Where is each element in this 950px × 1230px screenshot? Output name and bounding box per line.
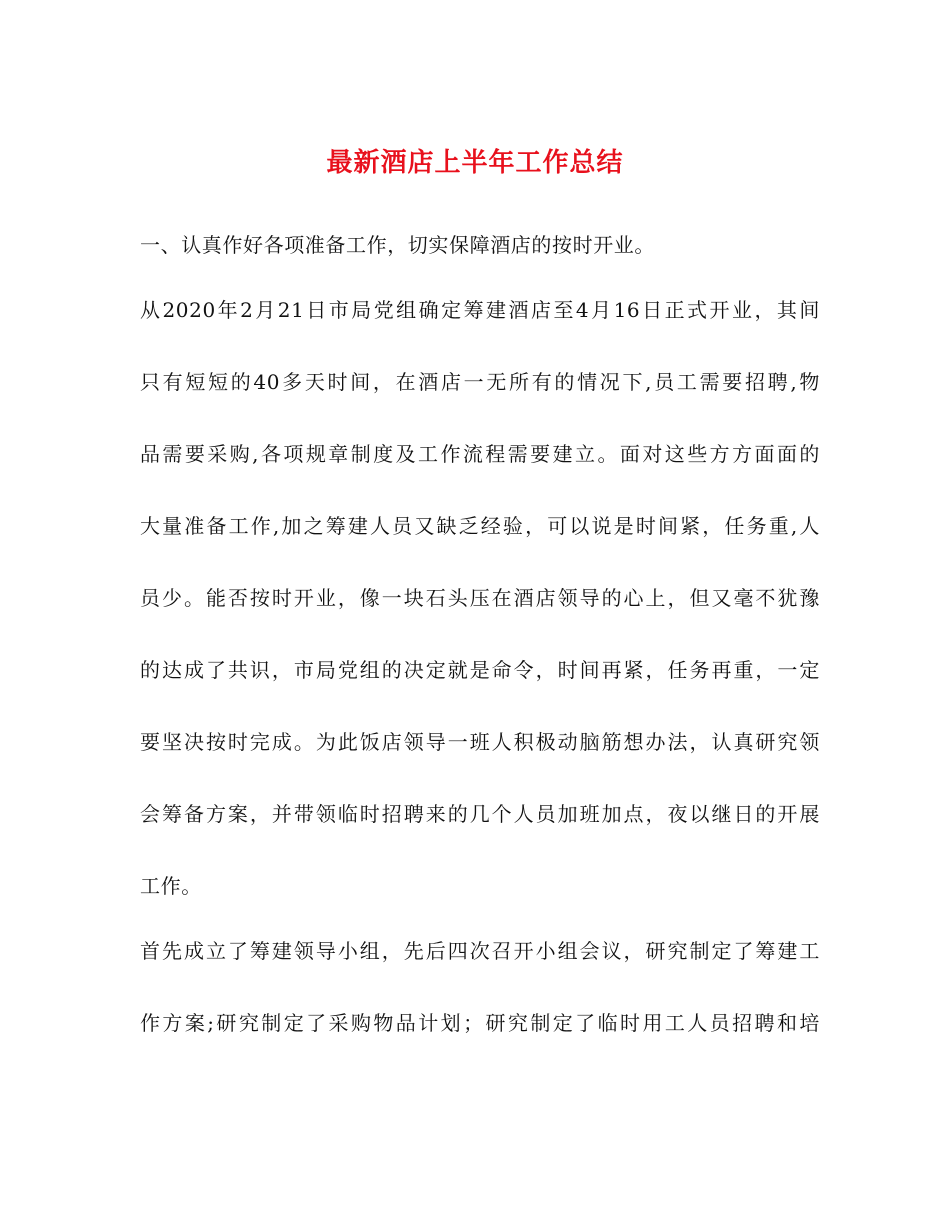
paragraph-line: 的达成了共识，市局党组的决定就是命令，时间再紧，任务再重，一定	[140, 658, 820, 682]
paragraph-line: 员少。能否按时开业，像一块石头压在酒店领导的心上，但又毫不犹豫	[140, 586, 820, 610]
paragraph-line: 首先成立了筹建领导小组，先后四次召开小组会议，研究制定了筹建工	[140, 939, 820, 963]
document-title: 最新酒店上半年工作总结	[326, 148, 624, 178]
paragraph-line: 从2020年2月21日市局党组确定筹建酒店至4月16日正式开业，其间	[140, 298, 820, 322]
section-heading: 一、认真作好各项准备工作，切实保障酒店的按时开业。	[140, 233, 655, 257]
paragraph-line: 只有短短的40多天时间，在酒店一无所有的情况下,员工需要招聘,物	[140, 370, 820, 394]
paragraph-line: 工作。	[140, 874, 202, 898]
paragraph-line: 作方案;研究制定了采购物品计划；研究制定了临时用工人员招聘和培	[140, 1011, 820, 1035]
paragraph-line: 品需要采购,各项规章制度及工作流程需要建立。面对这些方方面面的	[140, 442, 820, 466]
paragraph-line: 会筹备方案，并带领临时招聘来的几个人员加班加点，夜以继日的开展	[140, 802, 820, 826]
paragraph-line: 要坚决按时完成。为此饭店领导一班人积极动脑筋想办法，认真研究领	[140, 730, 820, 754]
paragraph-line: 大量准备工作,加之筹建人员又缺乏经验，可以说是时间紧，任务重,人	[140, 514, 820, 538]
